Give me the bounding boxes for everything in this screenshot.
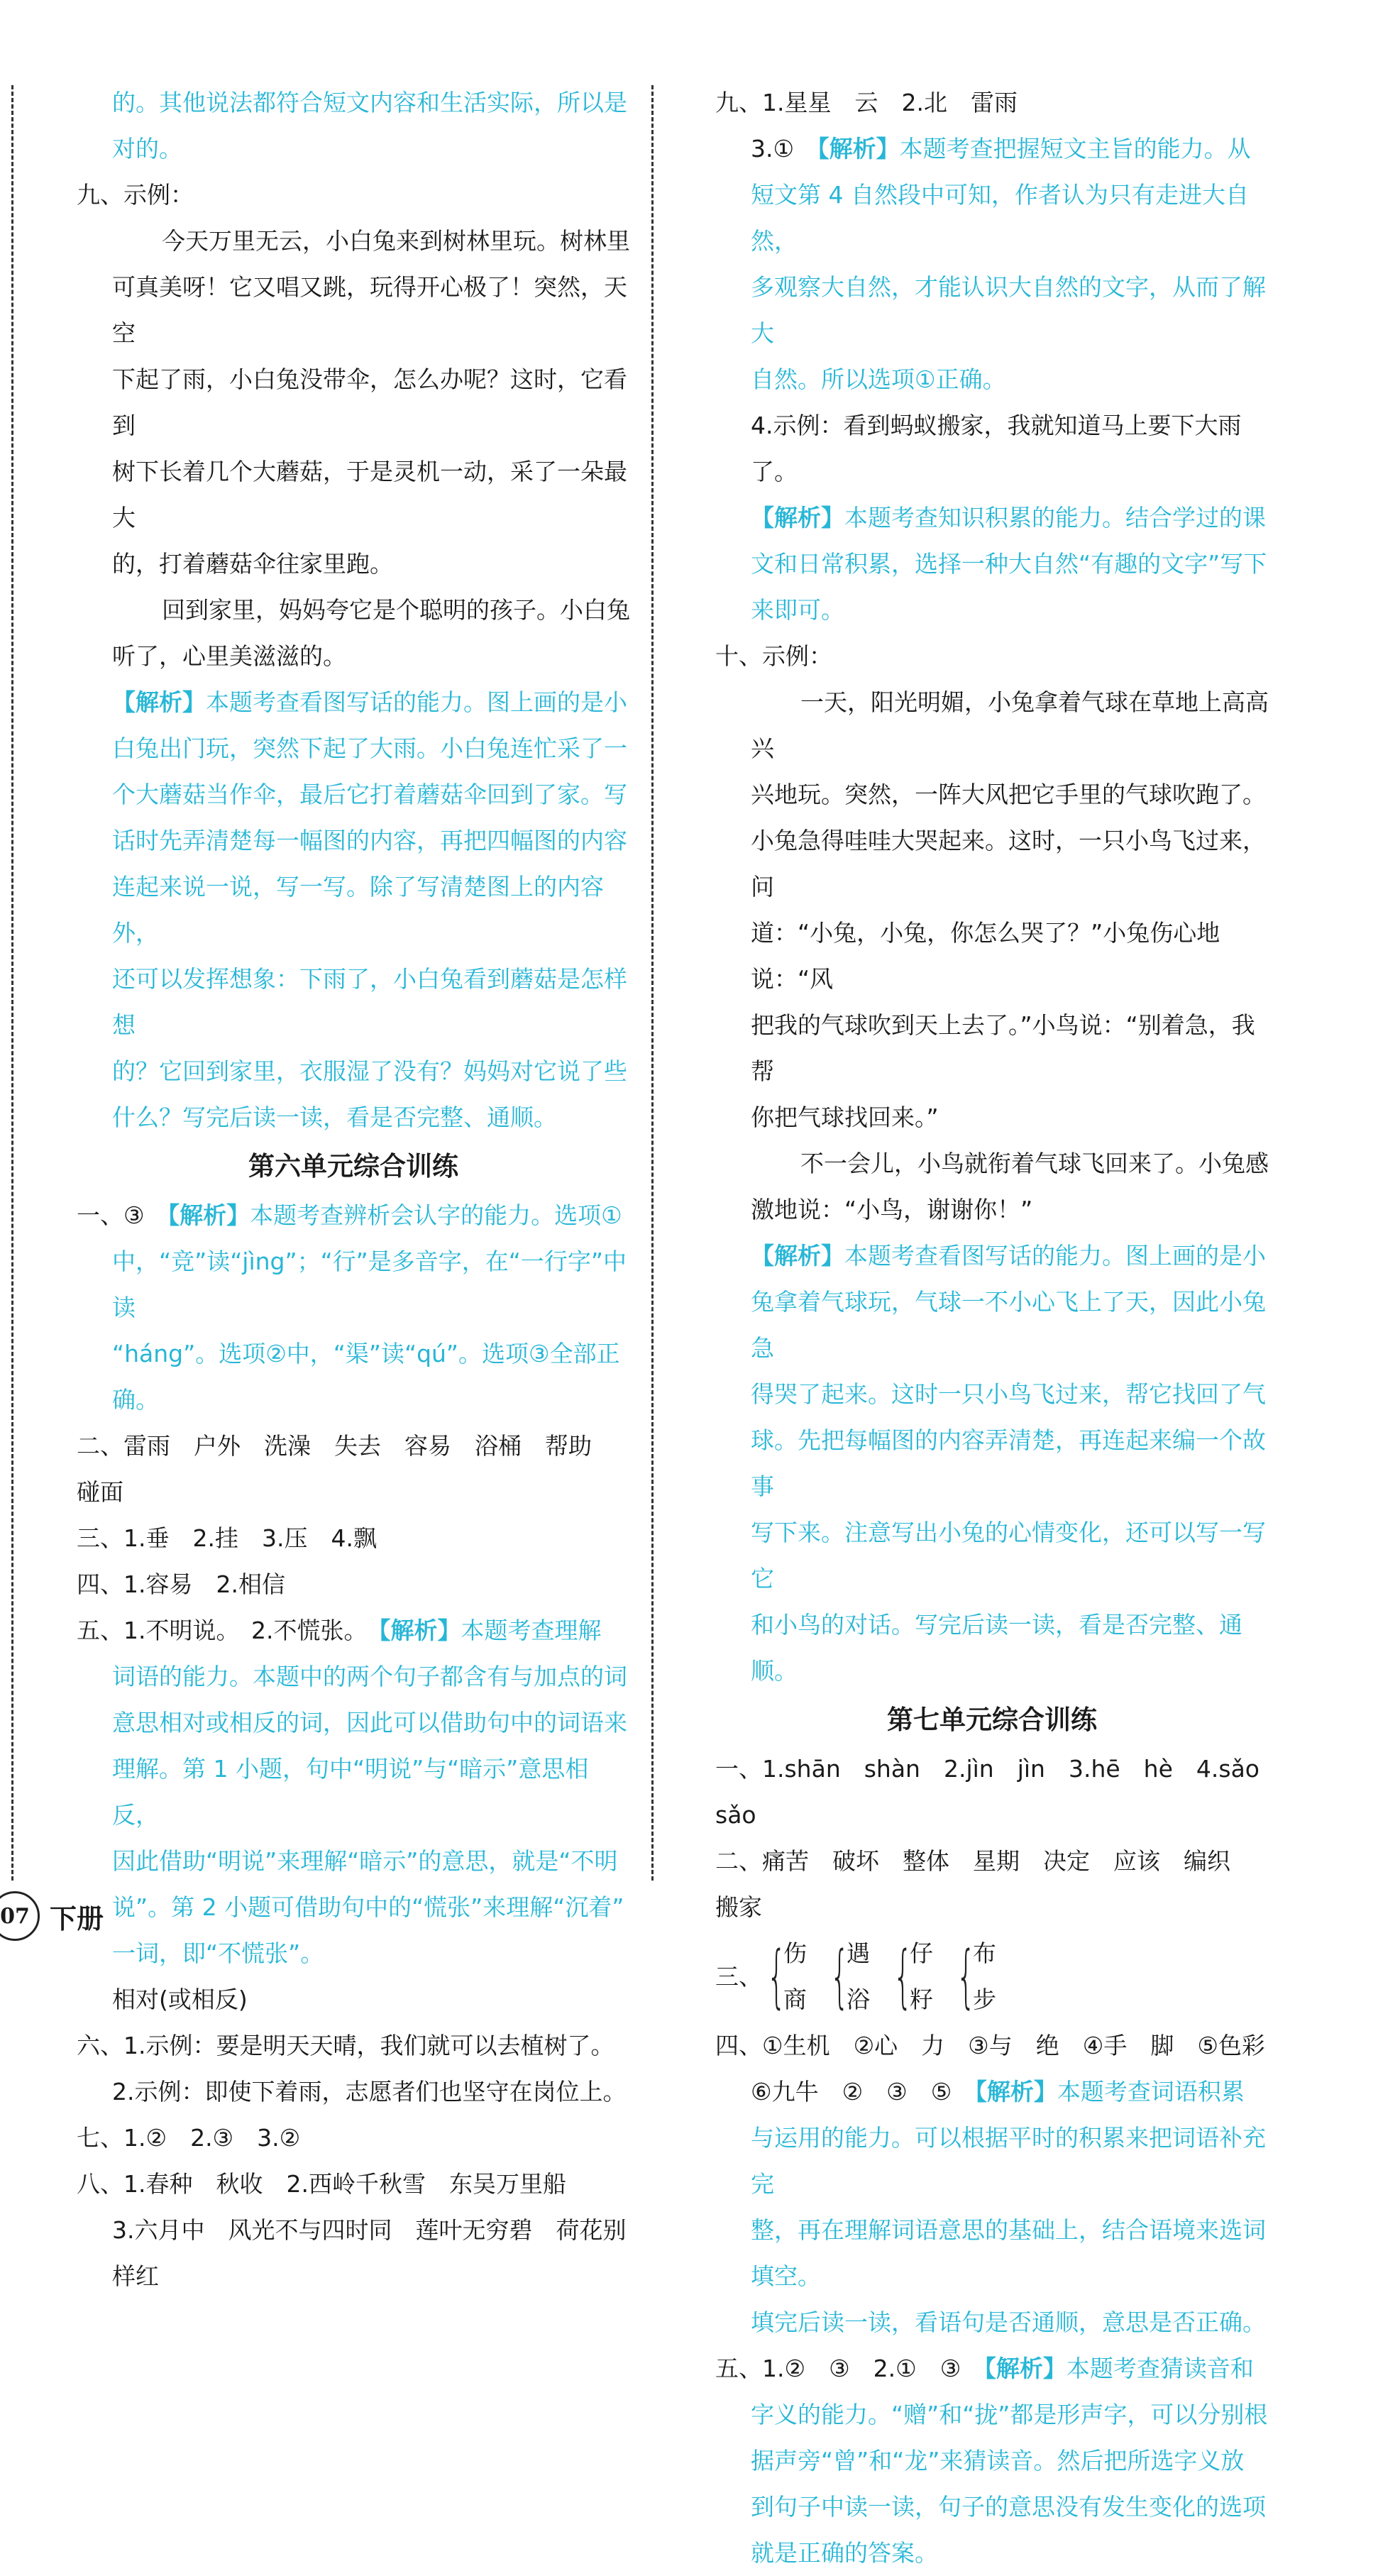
analysis-tag: 【解析】 [751, 504, 844, 532]
left-brace-icon: { [766, 1937, 787, 2016]
analysis-line: 连起来说一说，写一写。除了写清楚图上的内容外， [112, 873, 604, 947]
analysis-line: 球。先把每幅图的内容弄清楚，再连起来编一个故事 [751, 1426, 1266, 1500]
analysis-tag: 【解析】 [167, 1201, 250, 1229]
essay-line: 你把气球找回来。” [751, 1103, 939, 1131]
analysis-line: 写下来。注意写出小兔的心情变化，还可以写一写它 [751, 1519, 1266, 1592]
essay-line: 回到家里，妈妈夸它是个聪明的孩子。小白兔 [162, 596, 630, 624]
essay-line: 道：“小兔，小兔，你怎么哭了？”小兔伤心地说：“风 [751, 919, 1220, 993]
right-column [715, 79, 1283, 2576]
analysis-line: 一词，即“不慌张”。 [112, 1939, 324, 1967]
analysis-line: 【解析】本题考查看图写话的能力。图上画的是小 [112, 688, 627, 716]
answer-line: 四、1.容易 2.相信 [77, 1570, 285, 1598]
column-divider-dashed-line [651, 85, 654, 1881]
answer-line: 一、③ 【解析】本题考查辨析会认字的能力。选项① [77, 1201, 622, 1229]
answer-line: 对的。 [112, 135, 182, 163]
analysis-line: 说”。第 2 小题可借助句中的“慌张”来理解“沉着” [112, 1893, 624, 1921]
left-column [77, 79, 630, 2299]
character-pair: { 遇 浴 [825, 1930, 870, 2022]
analysis-line: 理解。第 1 小题，句中“明说”与“暗示”意思相反， [112, 1755, 589, 1829]
essay-line: 下起了雨，小白兔没带伞，怎么办呢？这时，它看到 [112, 365, 627, 439]
answer-line: 五、1.② ③ 2.① ③ 【解析】本题考查猜读音和 [715, 2355, 1254, 2382]
analysis-line: 【解析】本题考查看图写话的能力。图上画的是小 [751, 1242, 1266, 1270]
analysis-line: 和小鸟的对话。写完后读一读，看是否完整、通顺。 [751, 1611, 1242, 1685]
analysis-line: 因此借助“明说”来理解“暗示”的意思，就是“不明 [112, 1847, 618, 1875]
analysis-line: “háng”。选项②中，“渠”读“qú”。选项③全部正确。 [112, 1340, 620, 1414]
analysis-line: 兔拿着气球玩，气球一不小心飞上了天，因此小兔急 [751, 1288, 1266, 1362]
essay-line: 不一会儿，小鸟就衔着气球飞回来了。小兔感 [800, 1150, 1269, 1177]
answer-line: 八、1.春种 秋收 2.西岭千秋雪 东吴万里船 [77, 2170, 566, 2198]
answer-line: 七、1.② 2.③ 3.② [77, 2124, 301, 2152]
analysis-line: 到句子中读一读，句子的意思没有发生变化的选项 [751, 2493, 1266, 2521]
answer-line: 一、1.shān shàn 2.jìn jìn 3.hē hè 4.sǎo sǎo [715, 1755, 1283, 1829]
analysis-line: 的？它回到家里，衣服湿了没有？妈妈对它说了些 [112, 1057, 627, 1085]
analysis-line: 【解析】本题考查知识积累的能力。结合学过的课 [751, 504, 1266, 532]
answer-line: 的。其他说法都符合短文内容和生活实际，所以是 [112, 89, 627, 116]
character-pair: { 布 步 [952, 1930, 996, 2022]
answer-line: 六、1.示例：要是明天天晴，我们就可以去植树了。 [77, 2032, 614, 2059]
analysis-line: 得哭了起来。这时一只小鸟飞过来，帮它找回了气 [751, 1380, 1266, 1408]
analysis-line: 来即可。 [751, 596, 844, 624]
analysis-tag: 【解析】 [975, 2078, 1057, 2106]
answer-line: 二、痛苦 破坏 整体 星期 决定 应该 编织 搬家 [715, 1847, 1254, 1921]
left-brace-icon: { [829, 1937, 850, 2016]
answer-line: 相对(或相反) [112, 1986, 248, 2013]
analysis-line: 话时先弄清楚每一幅图的内容，再把四幅图的内容 [112, 827, 627, 854]
analysis-tag: 【解析】 [378, 1617, 461, 1644]
essay-line: 一天，阳光明媚，小兔拿着气球在草地上高高兴 [751, 688, 1269, 762]
character-pair: { 仔 籽 [888, 1930, 933, 2022]
essay-line: 今天万里无云，小白兔来到树林里玩。树林里 [162, 227, 630, 255]
essay-line: 可真美呀！它又唱又跳，玩得开心极了！突然，天空 [112, 273, 627, 347]
analysis-line: 填完后读一读，看语句是否通顺，意思是否正确。 [751, 2308, 1266, 2336]
analysis-line: 文和日常积累，选择一种大自然“有趣的文字”写下 [751, 550, 1267, 578]
left-margin-dashed-line [11, 85, 13, 1881]
answer-line: 3.六月中 风光不与四时同 莲叶无穷碧 荷花别 [112, 2216, 627, 2244]
unit-six-title: 第六单元综合训练 [248, 1151, 458, 1182]
analysis-line: 个大蘑菇当作伞，最后它打着蘑菇伞回到了家。写 [112, 781, 627, 808]
analysis-line: 与运用的能力。可以根据平时的积累来把词语补充完 [751, 2124, 1266, 2198]
analysis-line: 还可以发挥想象：下雨了，小白兔看到蘑菇是怎样想 [112, 965, 627, 1039]
answer-line: 样红 [112, 2262, 159, 2290]
page-number-badge: 07 [0, 1891, 40, 1941]
analysis-line: 什么？写完后读一读，看是否完整、通顺。 [112, 1103, 557, 1131]
essay-line: 激地说：“小鸟，谢谢你！” [751, 1196, 1033, 1223]
analysis-line: 词语的能力。本题中的两个句子都含有与加点的词 [112, 1663, 627, 1690]
analysis-tag: 【解析】 [817, 135, 900, 163]
answer-line: 2.示例：即使下着雨，志愿者们也坚守在岗位上。 [112, 2078, 627, 2106]
answer-line: 九、1.星星 云 2.北 雷雨 [715, 89, 1018, 116]
answer-line: 二、雷雨 户外 洗澡 失去 容易 浴桶 帮助 碰面 [77, 1432, 615, 1506]
unit-seven-title: 第七单元综合训练 [887, 1705, 1097, 1735]
essay-line: 听了，心里美滋滋的。 [112, 642, 346, 670]
character-pair: { 伤 商 [762, 1930, 807, 2022]
analysis-line: 就是正确的答案。 [751, 2539, 938, 2567]
page-footer [0, 1888, 104, 1944]
analysis-line: 白兔出门玩，突然下起了大雨。小白兔连忙采了一 [112, 734, 627, 762]
essay-line: 的，打着蘑菇伞往家里跑。 [112, 550, 393, 578]
answer-line: 五、1.不明说。 2.不慌张。 【解析】本题考查理解 [77, 1617, 602, 1644]
left-brace-icon: { [956, 1937, 976, 2016]
question-label: 十、示例： [715, 642, 832, 670]
analysis-line: 多观察大自然，才能认识大自然的文字，从而了解大 [751, 273, 1266, 347]
question-label: 九、示例： [77, 181, 194, 209]
essay-line: 把我的气球吹到天上去了。”小鸟说：“别着急，我帮 [751, 1011, 1255, 1085]
analysis-tag: 【解析】 [112, 688, 206, 716]
essay-line: 小兔急得哇哇大哭起来。这时，一只小鸟飞过来，问 [751, 827, 1266, 901]
analysis-line: 中，“竞”读“jìng”；“行”是多音字，在“一行字”中读 [112, 1248, 627, 1321]
left-brace-icon: { [893, 1937, 913, 2016]
analysis-line: 意思相对或相反的词，因此可以借助句中的词语来 [112, 1709, 627, 1736]
analysis-line: 字义的能力。“赠”和“拢”都是形声字，可以分别根 [751, 2401, 1268, 2428]
answer-line: 3.① 【解析】本题考查把握短文主旨的能力。从 [751, 135, 1251, 163]
analysis-line: 短文第 4 自然段中可知，作者认为只有走进大自然， [751, 181, 1249, 255]
analysis-tag: 【解析】 [751, 1242, 844, 1270]
essay-line: 树下长着几个大蘑菇，于是灵机一动，采了一朵最大 [112, 458, 627, 532]
analysis-tag: 【解析】 [984, 2355, 1066, 2382]
analysis-line: 整，再在理解词语意思的基础上，结合语境来选词填空。 [751, 2216, 1266, 2290]
volume-label: 下册 [50, 1903, 104, 1934]
answer-line: 四、①生机 ②心 力 ③与 绝 ④手 脚 ⑤色彩 [715, 2032, 1265, 2059]
answer-line: ⑥九牛 ② ③ ⑤ 【解析】本题考查词语积累 [751, 2078, 1245, 2106]
essay-line: 兴地玩。突然，一阵大风把它手里的气球吹跑了。 [751, 781, 1266, 808]
analysis-line: 据声旁“曾”和“龙”来猜读音。然后把所选字义放 [751, 2447, 1245, 2475]
answer-line: 4.示例：看到蚂蚁搬家，我就知道马上要下大雨了。 [751, 412, 1242, 485]
character-pairs-row: 三、 { 伤 商 { 遇 浴 { 仔 籽 { 布 步 [715, 1930, 1269, 2022]
analysis-line: 自然。所以选项①正确。 [751, 365, 1006, 393]
answer-line: 三、1.垂 2.挂 3.压 4.飘 [77, 1524, 377, 1552]
